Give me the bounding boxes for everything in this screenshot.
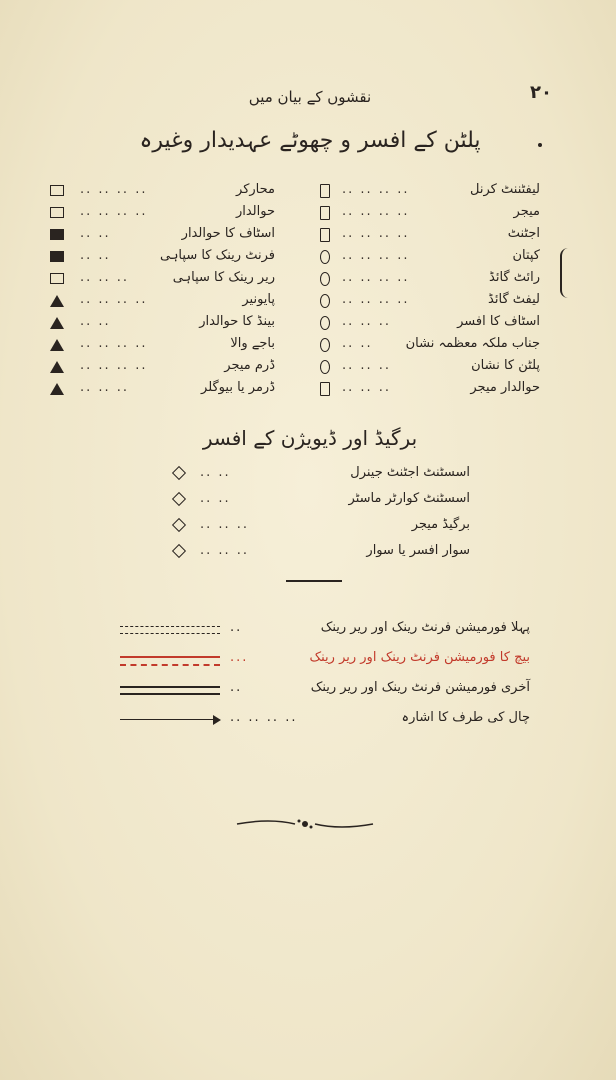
section2-row (170, 517, 470, 537)
diamond-icon (172, 518, 186, 532)
row-dots: .. (230, 620, 243, 635)
row-dots: .. (230, 680, 243, 695)
rank-symbol-icon (50, 361, 64, 373)
row-label: بینڈ کا حوالدار (199, 314, 275, 329)
running-title: نقشوں کے بیان میں (248, 88, 372, 106)
row-label: محارکر (236, 182, 275, 197)
left-col-row (50, 336, 275, 354)
row-dots: ... (230, 650, 249, 665)
right-col-row (320, 314, 540, 332)
row-label: کپتان (512, 248, 540, 263)
left-col-row (50, 248, 275, 266)
right-col-row (320, 270, 540, 288)
row-label: اسٹاف کا افسر (457, 314, 540, 329)
row-label: پہلا فورمیشن فرنٹ رینک اور ریر رینک (320, 620, 530, 635)
row-label: فرنٹ رینک کا سپاہی (159, 248, 275, 263)
row-label: پلٹن کا نشان (471, 358, 540, 373)
rank-symbol-icon (50, 295, 64, 307)
rank-symbol-icon (320, 272, 330, 286)
formation-symbol-icon (120, 626, 220, 634)
rank-symbol-icon (50, 317, 64, 329)
row-dots: .. .. .. .. (342, 204, 410, 219)
row-label: بیچ کا فورمیشن فرنٹ رینک اور ریر رینک (309, 650, 530, 665)
row-label: ڈرم میجر (224, 358, 275, 373)
row-dots: .. .. (80, 226, 111, 241)
row-label: میجر (513, 204, 540, 219)
right-col-row (320, 380, 540, 398)
right-col-row (320, 248, 540, 266)
row-label: رائٹ گائڈ (489, 270, 540, 285)
rank-symbol-icon (320, 250, 330, 264)
row-dots: .. .. (80, 248, 111, 263)
section2-row (170, 543, 470, 563)
row-dots: .. .. .. .. (342, 292, 410, 307)
rank-symbol-icon (50, 207, 64, 218)
row-dots: .. .. .. (80, 380, 130, 395)
row-label: چال کی طرف کا اشارہ (401, 710, 530, 725)
diamond-icon (172, 544, 186, 558)
row-label: ریر رینک کا سپاہی (172, 270, 275, 285)
formation-symbol-icon (120, 656, 220, 666)
right-col-row (320, 226, 540, 244)
formation-symbol-icon (120, 686, 220, 695)
row-dots: .. .. .. .. (80, 182, 148, 197)
row-dots: .. .. .. .. (80, 336, 148, 351)
rank-symbol-icon (320, 316, 330, 330)
row-dots: .. .. .. .. (80, 292, 148, 307)
formation-symbol-icon (120, 719, 215, 720)
row-label: جناب ملکہ معظمہ نشان (405, 336, 540, 351)
rank-symbol-icon (320, 360, 330, 374)
left-col-row (50, 314, 275, 332)
row-label: اسسٹنٹ اجٹنٹ جینرل (350, 465, 470, 480)
row-dots: .. .. (200, 491, 231, 506)
rank-symbol-icon (50, 251, 64, 262)
bracket-mark (560, 248, 574, 298)
diamond-icon (172, 492, 186, 506)
row-dots: .. .. .. (342, 380, 392, 395)
arrow-head-icon (213, 715, 221, 725)
row-dots: .. .. .. (200, 543, 250, 558)
section2-row (170, 465, 470, 485)
right-col-row (320, 182, 540, 200)
row-label: برگیڈ میجر (411, 517, 470, 532)
row-dots: .. .. .. (342, 358, 392, 373)
row-label: لیفٹننٹ کرنل (470, 182, 540, 197)
row-dots: .. .. (80, 314, 111, 329)
section2-row (170, 491, 470, 511)
diamond-icon (172, 466, 186, 480)
row-dots: .. .. .. .. (342, 270, 410, 285)
rank-symbol-icon (50, 339, 64, 351)
row-label: آخری فورمیشن فرنٹ رینک اور ریر رینک (310, 680, 530, 695)
formation-row (110, 650, 530, 672)
row-label: سوار افسر یا سوار (366, 543, 470, 558)
rank-symbol-icon (320, 382, 330, 396)
row-label: حوالدار میجر (470, 380, 540, 395)
left-col-row (50, 292, 275, 310)
page-number: ۲۰ (530, 82, 552, 103)
row-dots: .. .. .. (342, 314, 392, 329)
row-label: اسسٹنٹ کوارٹر ماسٹر (348, 491, 470, 506)
left-col-row (50, 182, 275, 200)
row-dots: .. .. (342, 336, 373, 351)
section1-title: پلٹن کے افسر و چھوٹے عہدیدار وغیرہ (139, 128, 481, 153)
rank-symbol-icon (320, 206, 330, 220)
formation-row (110, 710, 530, 732)
right-col-row (320, 292, 540, 310)
left-col-row (50, 380, 275, 398)
row-label: ڈرمر یا بیوگلر (201, 380, 275, 395)
rank-symbol-icon (320, 184, 330, 198)
left-col-row (50, 358, 275, 376)
right-col-row (320, 358, 540, 376)
row-label: حوالدار (235, 204, 275, 219)
divider-rule (286, 580, 342, 582)
row-label: باجے والا (230, 336, 275, 351)
row-dots: .. .. .. .. (230, 710, 298, 725)
left-col-row (50, 226, 275, 244)
row-dots: .. .. (200, 465, 231, 480)
left-col-row (50, 204, 275, 222)
formation-row (110, 620, 530, 642)
left-col-row (50, 270, 275, 288)
formation-row (110, 680, 530, 702)
row-label: اسٹاف کا حوالدار (181, 226, 275, 241)
row-dots: .. .. .. .. (342, 248, 410, 263)
rank-symbol-icon (50, 229, 64, 240)
rank-symbol-icon (50, 383, 64, 395)
section2-title: برگیڈ اور ڈیویژن کے افسر (202, 426, 418, 450)
row-label: اجٹنٹ (507, 226, 540, 241)
rank-symbol-icon (320, 228, 330, 242)
row-dots: .. .. .. .. (80, 204, 148, 219)
row-dots: .. .. .. .. (80, 358, 148, 373)
right-col-row (320, 336, 540, 354)
rank-symbol-icon (320, 338, 330, 352)
rank-symbol-icon (50, 185, 64, 196)
row-dots: .. .. .. (200, 517, 250, 532)
row-dots: .. .. .. (80, 270, 130, 285)
row-label: پایونیر (242, 292, 275, 307)
right-col-row (320, 204, 540, 222)
rank-symbol-icon (320, 294, 330, 308)
row-dots: .. .. .. .. (342, 226, 410, 241)
row-dots: .. .. .. .. (342, 182, 410, 197)
row-label: لیفٹ گائڈ (488, 292, 540, 307)
rank-symbol-icon (50, 273, 64, 284)
flourish-ornament (235, 816, 375, 832)
